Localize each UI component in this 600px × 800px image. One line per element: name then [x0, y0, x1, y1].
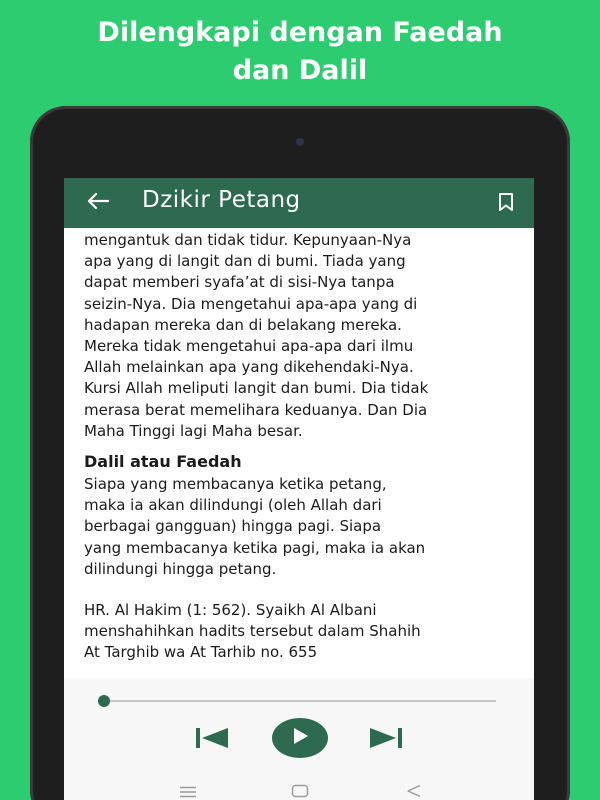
section-title: Dalil atau Faedah	[84, 452, 242, 472]
hadith-reference: HR. Al Hakim (1: 562). Syaikh Al Albani menshahihkan hadits tersebut dalam Shahih At Targhib wa At Tarhib no. 655	[84, 601, 421, 662]
bookmark-button[interactable]	[496, 193, 516, 215]
home-button[interactable]	[290, 784, 310, 800]
play-icon	[290, 726, 310, 750]
seek-bar[interactable]	[104, 700, 496, 702]
tablet-frame	[30, 106, 570, 800]
faedah-text: Siapa yang membacanya ketika petang, maka ia akan dilindungi (oleh Allah dari berbagai gangguan) hingga pagi. Siapa yang membacanya ketika pagi, maka ia akan dilindungi hingga petang.	[84, 475, 426, 578]
home-icon	[291, 783, 309, 800]
system-back-button[interactable]	[404, 784, 424, 800]
dzikir-translation: mengantuk dan tidak tidur. Kepunyaan-Nya apa yang di langit dan di bumi. Tiada yang dapat memberi syafa’at di sisi-Nya tanpa seizin-Nya. Dia mengetahui apa-apa yang di hadapan mereka dan di belakang mereka. Mereka tidak mengetahui apa-apa dari ilmu Allah melainkan apa yang dikehendaki-Nya. Kursi Allah meliputi langit dan bumi. Dia tidak merasa berat memelihara keduanya. Dan Dia Maha Tinggi lagi Maha besar.	[84, 231, 429, 440]
skip-previous-icon	[194, 726, 230, 754]
seek-thumb[interactable]	[98, 695, 110, 707]
back-button[interactable]	[84, 191, 112, 215]
system-nav-bar	[64, 778, 534, 800]
app-screen	[64, 178, 534, 800]
play-button[interactable]	[272, 718, 328, 758]
page-title: Dzikir Petang	[142, 187, 301, 213]
app-bar	[64, 178, 534, 228]
recents-button[interactable]	[178, 784, 198, 800]
dzikir-content[interactable]	[84, 228, 524, 672]
bookmark-icon	[498, 193, 514, 215]
promo-headline-line2: dan Dalil	[232, 55, 368, 86]
recents-icon	[179, 783, 197, 800]
arrow-left-icon	[87, 193, 109, 213]
next-button[interactable]	[368, 726, 404, 754]
back-triangle-icon	[406, 783, 422, 800]
clipped-text-line	[84, 228, 444, 230]
front-camera	[296, 138, 304, 146]
skip-next-icon	[368, 726, 404, 754]
previous-button[interactable]	[194, 726, 230, 754]
promo-headline-line1: Dilengkapi dengan Faedah	[97, 17, 503, 48]
promo-headline	[0, 14, 600, 90]
